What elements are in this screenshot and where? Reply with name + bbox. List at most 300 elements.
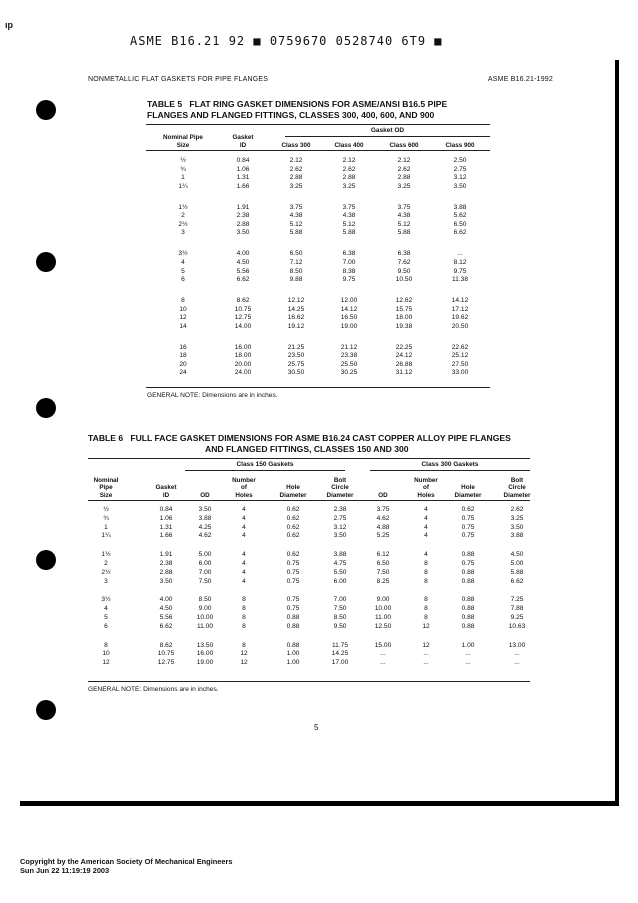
table6-cell: 0.88 bbox=[461, 622, 475, 630]
table6-cell: 7.00 bbox=[198, 568, 212, 576]
table6-cell: 12 bbox=[240, 659, 248, 667]
table6-cell: 8.62 bbox=[159, 641, 173, 649]
table5-cell: 10.50 bbox=[395, 276, 413, 284]
table5-cell: 14.12 bbox=[340, 305, 358, 313]
table6-cell: 16.00 bbox=[196, 650, 214, 658]
table6-cell: 13.00 bbox=[508, 641, 526, 649]
table6-cell: 8 bbox=[242, 641, 246, 649]
table5-cell: 5.62 bbox=[453, 212, 467, 220]
table6-cell: 4 bbox=[424, 551, 428, 559]
table5-cell: 1 bbox=[181, 174, 185, 182]
table6-cell: 0.62 bbox=[461, 506, 475, 513]
table5-cell: 25.50 bbox=[340, 360, 358, 368]
table5-cell: 2.62 bbox=[397, 165, 411, 173]
table5-cell: 8.38 bbox=[342, 267, 356, 275]
table6-group-header-class300: Class 300 Gaskets bbox=[421, 461, 479, 468]
copyright-line: Copyright by the American Society Of Mechanical Engineers bbox=[20, 857, 233, 866]
table6-cell: 3.50 bbox=[159, 577, 173, 585]
table5-cell: 2½ bbox=[178, 220, 188, 228]
table6-cell: 3½ bbox=[101, 596, 111, 604]
table6-cell: 4.62 bbox=[198, 532, 212, 540]
binder-hole bbox=[36, 100, 56, 120]
table6-cell: 10.00 bbox=[374, 605, 392, 613]
table5-cell: 21.12 bbox=[340, 343, 358, 351]
table5-cell: 16 bbox=[179, 343, 187, 351]
running-header-standard: ASME B16.21-1992 bbox=[487, 76, 553, 83]
table6-cell: 4 bbox=[242, 523, 246, 531]
table5-cell: 1.06 bbox=[236, 165, 250, 173]
table5-cell: 3½ bbox=[178, 250, 188, 258]
table6-cell: 2.75 bbox=[333, 514, 347, 522]
table5-cell: 18.00 bbox=[234, 352, 252, 360]
table6-group-header-class150: Class 150 Gaskets bbox=[236, 461, 294, 468]
table5-cell: 1½ bbox=[178, 203, 188, 211]
table6-col-header: Hole Diameter bbox=[279, 484, 307, 499]
table6-cell: ... bbox=[514, 650, 520, 658]
table6-col-header: Nominal Pipe Size bbox=[93, 476, 119, 499]
table5-cell: 4.00 bbox=[236, 250, 250, 258]
table6-cell: 15.00 bbox=[374, 641, 392, 649]
table5-cell: 10.75 bbox=[234, 305, 252, 313]
table5-cell: 33.00 bbox=[451, 369, 469, 377]
table6-cell: 8 bbox=[424, 577, 428, 585]
table5-cell: 8.12 bbox=[453, 258, 467, 266]
table6-cell: 4 bbox=[424, 523, 428, 531]
table6-cell: 5.88 bbox=[510, 568, 524, 576]
table6-cell: 4 bbox=[424, 532, 428, 540]
table6-cell: 1.00 bbox=[286, 650, 300, 658]
table5-cell: 23.50 bbox=[287, 352, 305, 360]
table5-cell: 3.50 bbox=[453, 182, 467, 190]
table6-cell: 9.25 bbox=[510, 614, 524, 621]
table6-cell: 0.88 bbox=[461, 577, 475, 585]
table5-cell: 2.50 bbox=[453, 157, 467, 164]
table5-cell: 25.12 bbox=[451, 352, 469, 360]
table6-cell: 8 bbox=[242, 614, 246, 621]
table6-cell: 10.75 bbox=[157, 650, 175, 658]
table6-cell: 5.50 bbox=[333, 568, 347, 576]
table5-title-line1: TABLE 5 FLAT RING GASKET DIMENSIONS FOR ASME/ANSI B16.5 PIPE bbox=[147, 99, 448, 109]
table6-cell: 4.25 bbox=[198, 523, 212, 531]
table6-cell: 10.63 bbox=[508, 622, 526, 630]
table5-top-rule bbox=[146, 124, 490, 125]
table5-cell: 4 bbox=[181, 258, 185, 266]
table6-cell: 7.50 bbox=[198, 577, 212, 585]
table6-col-header: Bolt Circle Diameter bbox=[326, 476, 354, 499]
table6-cell: 4 bbox=[242, 551, 246, 559]
table6-cell: 0.75 bbox=[461, 532, 475, 540]
table5-cell: 25.75 bbox=[287, 360, 305, 368]
table5-cell: 6.50 bbox=[453, 220, 467, 228]
table6-cell: 0.75 bbox=[461, 514, 475, 522]
table5-cell: 5.12 bbox=[342, 220, 356, 228]
table6-cell: 6.62 bbox=[159, 622, 173, 630]
table5-col-header: Class 400 bbox=[334, 141, 364, 149]
table6-col-header: OD bbox=[378, 491, 388, 499]
table5-cell: ¾ bbox=[180, 165, 186, 173]
table6-cell: 3.88 bbox=[333, 551, 347, 559]
table6-cell: 6.00 bbox=[198, 560, 212, 567]
table5-cell: 12 bbox=[179, 314, 187, 322]
table5-cell: 6.62 bbox=[236, 276, 250, 284]
table5-cell: 16.62 bbox=[287, 314, 305, 322]
table6-cell: 12 bbox=[422, 622, 430, 630]
table5-cell: 1.66 bbox=[236, 182, 250, 190]
table5-cell: 6.38 bbox=[342, 250, 356, 258]
corner-mark: ıp bbox=[5, 20, 13, 30]
table6-top-rule bbox=[88, 458, 530, 459]
table6-cell: 7.00 bbox=[333, 596, 347, 604]
binder-hole bbox=[36, 700, 56, 720]
table5-cell: 2.12 bbox=[289, 157, 303, 164]
table5-cell: 10 bbox=[179, 305, 187, 313]
table6-cell: 3 bbox=[104, 577, 108, 585]
table6-cell: 7.88 bbox=[510, 605, 524, 613]
table5-cell: 2.12 bbox=[342, 157, 356, 164]
table6-cell: 8.50 bbox=[333, 614, 347, 621]
table6-cell: 4 bbox=[424, 514, 428, 522]
table6-cell: 10.00 bbox=[196, 614, 214, 621]
table5-cell: 21.25 bbox=[287, 343, 305, 351]
table5-cell: 3.75 bbox=[289, 203, 303, 211]
table6-header-rule bbox=[88, 500, 530, 501]
table5-cell: 18.00 bbox=[395, 314, 413, 322]
table6-cell: 12.50 bbox=[374, 622, 392, 630]
table6-cell: 9.00 bbox=[376, 596, 390, 604]
table5-cell: 3.25 bbox=[397, 182, 411, 190]
table5-group-header: Gasket OD bbox=[370, 127, 405, 134]
table5-cell: 20.00 bbox=[234, 360, 252, 368]
table5-cell: 4.50 bbox=[236, 258, 250, 266]
table5-cell: 2.38 bbox=[236, 212, 250, 220]
table5-cell: 16.50 bbox=[340, 314, 358, 322]
table5-cell: 1.31 bbox=[236, 174, 250, 182]
table6-cell: 8 bbox=[104, 641, 108, 649]
table6-cell: 3.12 bbox=[333, 523, 347, 531]
table6-cell: 4 bbox=[242, 506, 246, 513]
table5-cell: 8.62 bbox=[236, 297, 250, 305]
table5-cell: 3.25 bbox=[289, 182, 303, 190]
table6-cell: 2.38 bbox=[159, 560, 173, 567]
table5-col-header: Class 300 bbox=[281, 141, 311, 149]
table5-cell: 5.88 bbox=[342, 229, 356, 237]
table5-cell: 1¼ bbox=[178, 182, 188, 190]
table6-cell: 5.25 bbox=[376, 532, 390, 540]
table5-cell: 9.88 bbox=[289, 276, 303, 284]
table6-cell: ... bbox=[380, 659, 386, 667]
table6-cell: 12 bbox=[422, 641, 430, 649]
table5-cell: 2.75 bbox=[453, 165, 467, 173]
table6-cell: 11.00 bbox=[374, 614, 391, 621]
table6-cell: 8 bbox=[242, 605, 246, 613]
table6-cell: ... bbox=[465, 650, 471, 658]
table5-cell: 14.12 bbox=[451, 297, 469, 305]
table5-cell: 2.88 bbox=[289, 174, 303, 182]
table6-cell: 7.25 bbox=[510, 596, 524, 604]
table6-cell: 3.50 bbox=[510, 523, 524, 531]
table5-col-header: Nominal Pipe Size bbox=[163, 134, 203, 149]
table6-cell: 14.25 bbox=[331, 650, 349, 658]
table6-cell: ... bbox=[514, 659, 520, 667]
table6-cell: 2 bbox=[104, 560, 108, 567]
table6-cell: 0.88 bbox=[286, 622, 300, 630]
table6-cell: ¾ bbox=[103, 514, 109, 522]
table5-cell: 3.12 bbox=[453, 174, 467, 182]
table5-cell: 3 bbox=[181, 229, 185, 237]
table6-cell: 8 bbox=[424, 560, 428, 567]
table6-cell: 2½ bbox=[101, 568, 111, 576]
table5-cell: 3.25 bbox=[342, 182, 356, 190]
table6-cell: 8.25 bbox=[376, 577, 390, 585]
table5-cell: 6.50 bbox=[289, 250, 303, 258]
table5-cell: 2.62 bbox=[289, 165, 303, 173]
table5-cell: 2.62 bbox=[342, 165, 356, 173]
table5-cell: 3.75 bbox=[342, 203, 356, 211]
table5-cell: 16.00 bbox=[234, 343, 252, 351]
table5-cell: 19.38 bbox=[395, 322, 413, 330]
table6-col-header: Gasket ID bbox=[155, 484, 177, 499]
table6-cell: 1.91 bbox=[159, 551, 173, 559]
table6-cell: ... bbox=[423, 659, 429, 667]
table6-cell: 1.00 bbox=[461, 641, 475, 649]
table6-cell: 12.75 bbox=[157, 659, 175, 667]
table6-cell: 0.88 bbox=[461, 596, 475, 604]
table5-cell: 22.62 bbox=[451, 343, 469, 351]
table6-cell: 17.00 bbox=[331, 659, 349, 667]
table6-cell: 0.88 bbox=[286, 641, 300, 649]
table5-cell: 7.00 bbox=[342, 258, 356, 266]
table6-cell: 0.75 bbox=[286, 577, 300, 585]
table5-cell: 19.00 bbox=[340, 322, 358, 330]
table6-general-note: GENERAL NOTE: Dimensions are in inches. bbox=[88, 686, 219, 693]
table5-cell: 24.00 bbox=[234, 369, 252, 377]
table6-cell: 7.50 bbox=[333, 605, 347, 613]
table5-cell: 3.88 bbox=[453, 203, 467, 211]
table5-cell: 2.88 bbox=[342, 174, 356, 182]
table5-general-note: GENERAL NOTE: Dimensions are in inches. bbox=[147, 392, 278, 399]
table6-bottom-rule bbox=[88, 681, 530, 682]
table6-cell: 4.75 bbox=[333, 560, 347, 567]
table5-bottom-rule bbox=[146, 387, 490, 388]
table5-cell: 4.38 bbox=[289, 212, 303, 220]
table6-cell: ... bbox=[465, 659, 471, 667]
table6-cell: 0.75 bbox=[286, 560, 300, 567]
table5-cell: 2 bbox=[181, 212, 185, 220]
table6-cell: 0.62 bbox=[286, 506, 300, 513]
table5-cell: 9.75 bbox=[342, 276, 356, 284]
table6-cell: 1.06 bbox=[159, 514, 173, 522]
table6-cell: 0.75 bbox=[286, 568, 300, 576]
table6-cell: 6.62 bbox=[510, 577, 524, 585]
table6-cell: 0.88 bbox=[461, 614, 475, 621]
table6-cell: 7.50 bbox=[376, 568, 390, 576]
table5-cell: 5.12 bbox=[289, 220, 303, 228]
table6-cell: 1½ bbox=[101, 551, 111, 559]
table5-cell: 8 bbox=[181, 297, 185, 305]
table6-cell: ... bbox=[423, 650, 429, 658]
table5-cell: 20 bbox=[179, 360, 187, 368]
table6-cell: 5.00 bbox=[198, 551, 212, 559]
table6-cell: 12 bbox=[240, 650, 248, 658]
table6-title-line2: AND FLANGED FITTINGS, CLASSES 150 AND 300 bbox=[205, 444, 409, 454]
table6-cell: ½ bbox=[103, 506, 109, 513]
table6-cell: 4 bbox=[242, 577, 246, 585]
table6-cell: 4.50 bbox=[510, 551, 524, 559]
table6-cell: 1.00 bbox=[286, 659, 300, 667]
table6-cell: 3.75 bbox=[376, 506, 390, 513]
table5-cell: 19.62 bbox=[451, 314, 469, 322]
table6-cell: 0.88 bbox=[286, 614, 300, 621]
table6-cell: 2.38 bbox=[333, 506, 347, 513]
table5-cell: 18 bbox=[179, 352, 187, 360]
table5-cell: 5.88 bbox=[397, 229, 411, 237]
table6-cell: 0.75 bbox=[461, 523, 475, 531]
table5-cell: ... bbox=[457, 250, 463, 258]
table6-cell: 19.00 bbox=[196, 659, 214, 667]
table6-cell: 8 bbox=[424, 614, 428, 621]
table6-cell: 8 bbox=[242, 596, 246, 604]
table5-cell: 24 bbox=[179, 369, 187, 377]
table5-cell: 23.38 bbox=[340, 352, 358, 360]
table6-title-line1: TABLE 6 FULL FACE GASKET DIMENSIONS FOR ASME B16.24 CAST COPPER ALLOY PIPE FLANGES bbox=[88, 433, 511, 443]
table6-cell: 3.25 bbox=[510, 514, 524, 522]
table6-cell: 0.75 bbox=[286, 596, 300, 604]
table5-cell: 5.88 bbox=[289, 229, 303, 237]
table6-cell: 4.50 bbox=[159, 605, 173, 613]
table6-cell: 9.50 bbox=[333, 622, 347, 630]
table6-cell: 10 bbox=[102, 650, 110, 658]
table6-cell: 2.62 bbox=[510, 506, 524, 513]
table6-cell: 6.50 bbox=[376, 560, 390, 567]
table6-cell: 0.88 bbox=[461, 605, 475, 613]
binder-hole bbox=[36, 252, 56, 272]
table5-cell: ½ bbox=[180, 157, 186, 164]
table6-cell: 12 bbox=[102, 659, 110, 667]
table5-cell: 19.12 bbox=[287, 322, 305, 330]
table6-group-rule-class300 bbox=[370, 470, 530, 471]
table6-cell: 1.31 bbox=[159, 523, 173, 531]
table5-cell: 4.38 bbox=[397, 212, 411, 220]
table6-cell: 5 bbox=[104, 614, 108, 621]
table6-cell: 8.50 bbox=[198, 596, 212, 604]
table6-cell: 4 bbox=[242, 568, 246, 576]
table6-col-header: Number of Holes bbox=[232, 476, 256, 499]
table6-cell: 4.00 bbox=[159, 596, 173, 604]
table6-cell: 4 bbox=[242, 532, 246, 540]
table5-cell: 9.50 bbox=[397, 267, 411, 275]
table5-header-rule bbox=[146, 150, 490, 151]
table5-cell: 17.12 bbox=[451, 305, 469, 313]
table6-cell: 8 bbox=[424, 568, 428, 576]
table6-cell: 6.00 bbox=[333, 577, 347, 585]
table6-group-rule-class150 bbox=[185, 470, 345, 471]
table5-cell: 27.50 bbox=[451, 360, 469, 368]
table6-cell: 0.62 bbox=[286, 523, 300, 531]
table5-cell: 20.50 bbox=[451, 322, 469, 330]
table5-cell: 26.88 bbox=[395, 360, 413, 368]
table5-cell: 8.50 bbox=[289, 267, 303, 275]
table5-group-rule bbox=[285, 136, 490, 137]
document-code-line: ASME B16.21 92 ■ 0759670 0528740 6T9 ■ bbox=[130, 34, 443, 48]
table6-cell: 4 bbox=[424, 506, 428, 513]
table5-cell: 2.88 bbox=[236, 220, 250, 228]
table6-col-header: Hole Diameter bbox=[454, 484, 482, 499]
table6-cell: 8 bbox=[424, 605, 428, 613]
table5-cell: 22.25 bbox=[395, 343, 413, 351]
table5-cell: 30.25 bbox=[340, 369, 358, 377]
table5-cell: 15.75 bbox=[395, 305, 413, 313]
table5-cell: 6 bbox=[181, 276, 185, 284]
table6-cell: 3.50 bbox=[198, 506, 212, 513]
table5-cell: 30.50 bbox=[287, 369, 305, 377]
table5-cell: 2.12 bbox=[397, 157, 411, 164]
table6-col-header: OD bbox=[200, 491, 210, 499]
table6-cell: 0.75 bbox=[461, 560, 475, 567]
table6-cell: 3.88 bbox=[198, 514, 212, 522]
table6-cell: 13.50 bbox=[196, 641, 214, 649]
table6-cell: ... bbox=[380, 650, 386, 658]
table6-cell: 4 bbox=[242, 514, 246, 522]
table6-col-header: Bolt Circle Diameter bbox=[503, 476, 531, 499]
table6-cell: 3.50 bbox=[333, 532, 347, 540]
table6-cell: 0.62 bbox=[286, 532, 300, 540]
table6-cell: 1.66 bbox=[159, 532, 173, 540]
table6-cell: 4.88 bbox=[376, 523, 390, 531]
table6-cell: 5.00 bbox=[510, 560, 524, 567]
table6-cell: 2.88 bbox=[159, 568, 173, 576]
table5-cell: 3.75 bbox=[397, 203, 411, 211]
table6-cell: 0.62 bbox=[286, 551, 300, 559]
table5-cell: 7.12 bbox=[289, 258, 303, 266]
table5-cell: 9.75 bbox=[453, 267, 467, 275]
table5-col-header: Class 600 bbox=[389, 141, 419, 149]
table6-cell: 0.88 bbox=[461, 568, 475, 576]
table5-cell: 14.00 bbox=[234, 322, 252, 330]
table6-cell: 4.62 bbox=[376, 514, 390, 522]
table6-cell: 0.88 bbox=[461, 551, 475, 559]
table5-cell: 3.50 bbox=[236, 229, 250, 237]
table6-cell: 11.00 bbox=[196, 622, 213, 630]
table5-cell: 31.12 bbox=[395, 369, 413, 377]
table5-cell: 14 bbox=[179, 322, 187, 330]
table6-cell: 11.75 bbox=[331, 641, 348, 649]
table5-col-header: Gasket ID bbox=[232, 134, 254, 149]
table6-cell: 8 bbox=[242, 622, 246, 630]
table5-cell: 14.25 bbox=[287, 305, 305, 313]
binder-hole bbox=[36, 550, 56, 570]
table6-cell: 9.00 bbox=[198, 605, 212, 613]
table5-cell: 12.62 bbox=[395, 297, 413, 305]
running-header-title: NONMETALLIC FLAT GASKETS FOR PIPE FLANGES bbox=[88, 76, 269, 83]
table6-cell: 1¼ bbox=[101, 532, 111, 540]
table5-cell: 5 bbox=[181, 267, 185, 275]
table5-cell: 4.38 bbox=[342, 212, 356, 220]
table6-cell: 4 bbox=[242, 560, 246, 567]
table5-cell: 2.88 bbox=[397, 174, 411, 182]
table6-cell: 6.12 bbox=[376, 551, 390, 559]
table5-cell: 7.62 bbox=[397, 258, 411, 266]
table6-cell: 4 bbox=[104, 605, 108, 613]
table6-col-header: Number of Holes bbox=[414, 476, 438, 499]
table5-cell: 11.38 bbox=[451, 276, 468, 284]
table5-cell: 12.75 bbox=[234, 314, 252, 322]
table6-cell: 5.56 bbox=[159, 614, 173, 621]
table5-cell: 0.84 bbox=[236, 157, 250, 164]
timestamp-line: Sun Jun 22 11:19:19 2003 bbox=[20, 866, 110, 875]
table5-cell: 12.12 bbox=[287, 297, 305, 305]
table6-cell: 3.88 bbox=[510, 532, 524, 540]
table5-cell: 24.12 bbox=[395, 352, 413, 360]
